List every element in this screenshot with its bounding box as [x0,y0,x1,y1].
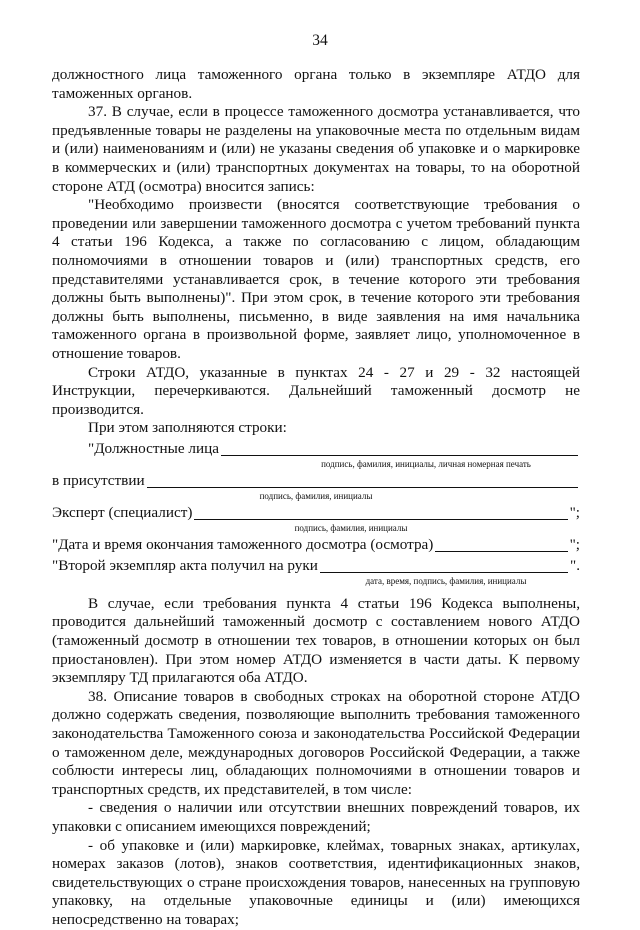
copy-label: "Второй экземпляр акта получил на руки [52,557,318,575]
presence-signature-line [147,472,578,488]
paragraph-strike-lines: Строки АТДО, указанные в пунктах 24 - 27 и 29 - 32 настоящей Инструкции, перечеркиваются. Дальнейший таможенный досмотр не производится. [52,363,580,418]
paragraph-fill-lines: При этом заполняются строки: [88,419,287,437]
date-end: "; [569,536,580,554]
expert-end: "; [569,504,580,522]
presence-label: в присутствии [52,472,145,490]
paragraph-requirements-done: В случае, если требования пункта 4 статьи 196 Кодекса выполнены, проводится дальнейший таможенный досмотр с составлением нового АТДО (таможенный досмотр в отношении тех товаров, в отношении которых он был приостановлен). При этом номер АТДО изменяется в части даты. К первому экземпляру ТД прилагаются оба АТДО. [52,594,580,687]
expert-caption: подпись, фамилия, инициалы [294,522,408,533]
officials-label: "Должностные лица [88,440,219,458]
presence-row [52,472,580,491]
date-label: "Дата и время окончания таможенного досмотра (осмотра) [52,536,434,554]
date-line [435,536,567,552]
list-item-damage: - сведения о наличии или отсутствии внешних повреждений товаров, их упаковки с описанием имеющихся повреждений; [52,799,580,835]
officials-row [52,440,580,459]
expert-row [52,504,580,523]
paragraph-continuation: должностного лица таможенного органа только в экземпляре АТДО для таможенных органов. [52,66,580,102]
date-row [52,536,580,555]
copy-signature-line [320,557,568,573]
officials-signature-line [221,440,578,456]
paragraph-37: 37. В случае, если в процессе таможенного досмотра устанавливается, что предъявленные товары не разделены на упаковочные места по отдельным видам и (или) наименованиям и (или) не указаны сведения об упаковке и о маркировке в коммерческих и (или) транспортных документах на товары, то на оборотной стороне АТД (осмотра) вносится запись: [52,103,580,195]
copy-caption: дата, время, подпись, фамилия, инициалы [365,575,527,586]
presence-caption: подпись, фамилия, инициалы [259,490,373,501]
list-item-packaging: - об упаковке и (или) маркировке, клеймах, товарных знаках, артикулах, номерах заказов (лотов), знаков соответствия, идентификационных знаков, свидетельствующих о стране происхождения товаров, нанесенных на групповую упаковку, на отдельные упаковочные единицы и (или) имеющихся непосредственно на товарах; [52,836,580,928]
copy-end: ". [570,557,580,575]
quoted-record: "Необходимо произвести (вносятся соответствующие требования о проведении или завершении таможенного досмотра с учетом требований пункта 4 статьи 196 Кодекса, а также по согласованию с лицом, обладающим полномочиями в отношении товаров и (или) транспортных средств, его представителями устанавливается срок, в течение которого эти требования должны быть выполнены)". При этом срок, в течение которого эти требования должны быть выполнены, письменно, в виде заявления на имя начальника таможенного органа в произвольной форме, заявляет лицо, уполномоченное в отношение товаров. [52,196,580,362]
expert-label: Эксперт (специалист) [52,504,193,522]
paragraph-38: 38. Описание товаров в свободных строках на оборотной стороне АТДО должно содержать сведения, позволяющие выполнить требования таможенного законодательства Таможенного союза и законодательства Российской Федерации о таможенном деле, международных договоров Российской Федерации, а также соблюсти интересы лиц, обладающих полномочиями в отношении товаров и транспортных средств, их представителей, в том числе: [52,687,580,798]
copy-row [52,557,580,576]
page-number: 34 [312,32,328,49]
expert-signature-line [194,504,567,520]
document-body [52,66,580,930]
officials-caption: подпись, фамилия, инициалы, личная номерная печать [321,458,531,469]
